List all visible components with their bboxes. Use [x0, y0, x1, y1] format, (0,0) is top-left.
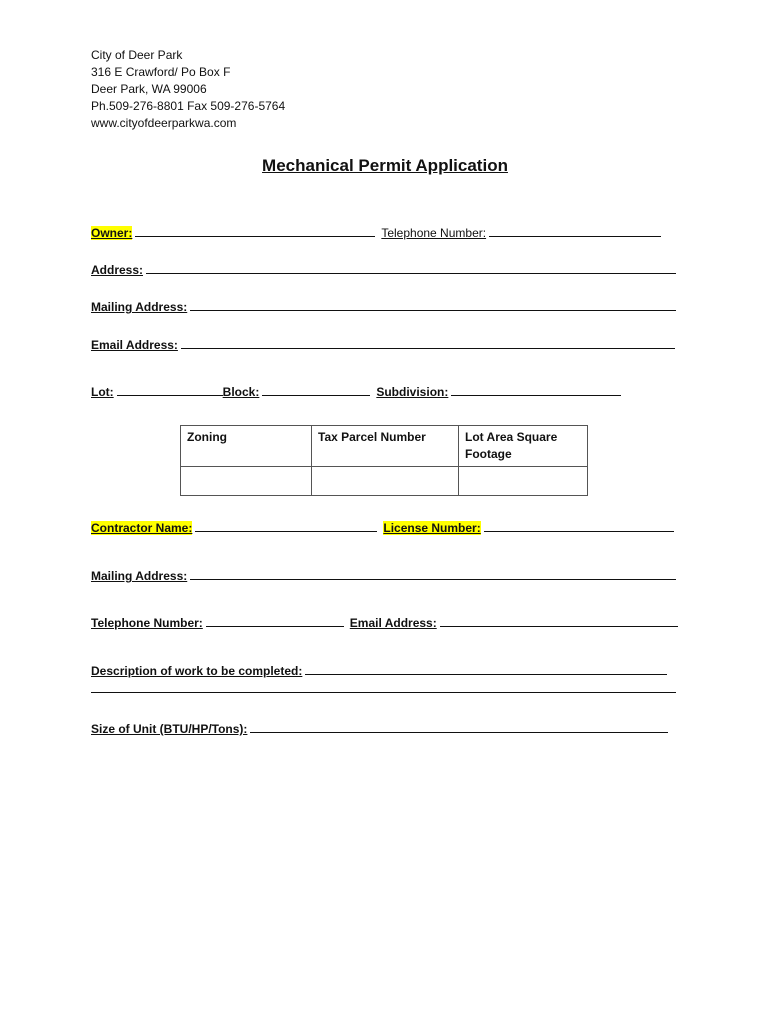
- contractor-mailing-label: Mailing Address:: [91, 569, 188, 583]
- owner-phone-field[interactable]: [489, 224, 661, 237]
- description-continuation-line[interactable]: [91, 692, 676, 693]
- street-address: 316 E Crawford/ Po Box F: [91, 65, 231, 79]
- email-field[interactable]: [181, 336, 675, 349]
- email-label: Email Address:: [91, 338, 178, 352]
- block-label: Block:: [222, 385, 260, 399]
- lot-area-header: Lot Area Square Footage: [459, 426, 588, 467]
- contractor-phone-field[interactable]: [206, 614, 344, 627]
- description-label: Description of work to be completed:: [91, 664, 303, 678]
- owner-phone-label: Telephone Number:: [381, 226, 487, 240]
- contractor-name-label: Contractor Name:: [91, 521, 193, 535]
- lot-field[interactable]: [117, 383, 223, 396]
- city-state-zip: Deer Park, WA 99006: [91, 82, 207, 96]
- contractor-name-field[interactable]: [195, 519, 377, 532]
- lot-label: Lot:: [91, 385, 114, 399]
- mailing-address-field[interactable]: [190, 298, 676, 311]
- owner-label: Owner:: [91, 226, 133, 240]
- subdivision-field[interactable]: [451, 383, 621, 396]
- page-title-text: Mechanical Permit Application: [262, 156, 508, 175]
- contractor-phone-label: Telephone Number:: [91, 616, 203, 630]
- contractor-mailing-field[interactable]: [190, 567, 676, 580]
- mailing-address-row: [91, 298, 676, 315]
- zoning-header: Zoning: [181, 426, 312, 467]
- tax-parcel-header: Tax Parcel Number: [312, 426, 459, 467]
- address-row: [91, 261, 676, 278]
- owner-field[interactable]: [135, 224, 375, 237]
- table-row: [181, 467, 588, 496]
- owner-row: [91, 224, 661, 241]
- description-row: [91, 662, 667, 679]
- license-number-field[interactable]: [484, 519, 674, 532]
- table-header-row: [181, 426, 588, 467]
- org-name: City of Deer Park: [91, 48, 183, 62]
- contractor-email-field[interactable]: [440, 614, 678, 627]
- tax-parcel-cell[interactable]: [312, 467, 459, 496]
- city-contact-block: [91, 47, 285, 132]
- unit-size-label: Size of Unit (BTU/HP/Tons):: [91, 722, 248, 736]
- unit-size-row: [91, 720, 668, 737]
- page-title: [0, 156, 770, 176]
- block-field[interactable]: [262, 383, 370, 396]
- zoning-cell[interactable]: [181, 467, 312, 496]
- contractor-mailing-row: [91, 567, 676, 584]
- address-field[interactable]: [146, 261, 676, 274]
- subdivision-label: Subdivision:: [376, 385, 449, 399]
- website-link[interactable]: www.cityofdeerparkwa.com: [91, 116, 237, 130]
- unit-size-field[interactable]: [250, 720, 668, 733]
- description-field[interactable]: [305, 662, 667, 675]
- contractor-row: [91, 519, 674, 536]
- mailing-address-label: Mailing Address:: [91, 300, 188, 314]
- email-row: [91, 336, 675, 353]
- contractor-email-label: Email Address:: [349, 616, 437, 630]
- zoning-table: [180, 425, 588, 496]
- license-number-label: License Number:: [383, 521, 481, 535]
- address-label: Address:: [91, 263, 144, 277]
- lot-area-cell[interactable]: [459, 467, 588, 496]
- lot-row: [91, 383, 621, 400]
- phone-fax: Ph.509-276-8801 Fax 509-276-5764: [91, 99, 286, 113]
- contractor-contact-row: [91, 614, 678, 631]
